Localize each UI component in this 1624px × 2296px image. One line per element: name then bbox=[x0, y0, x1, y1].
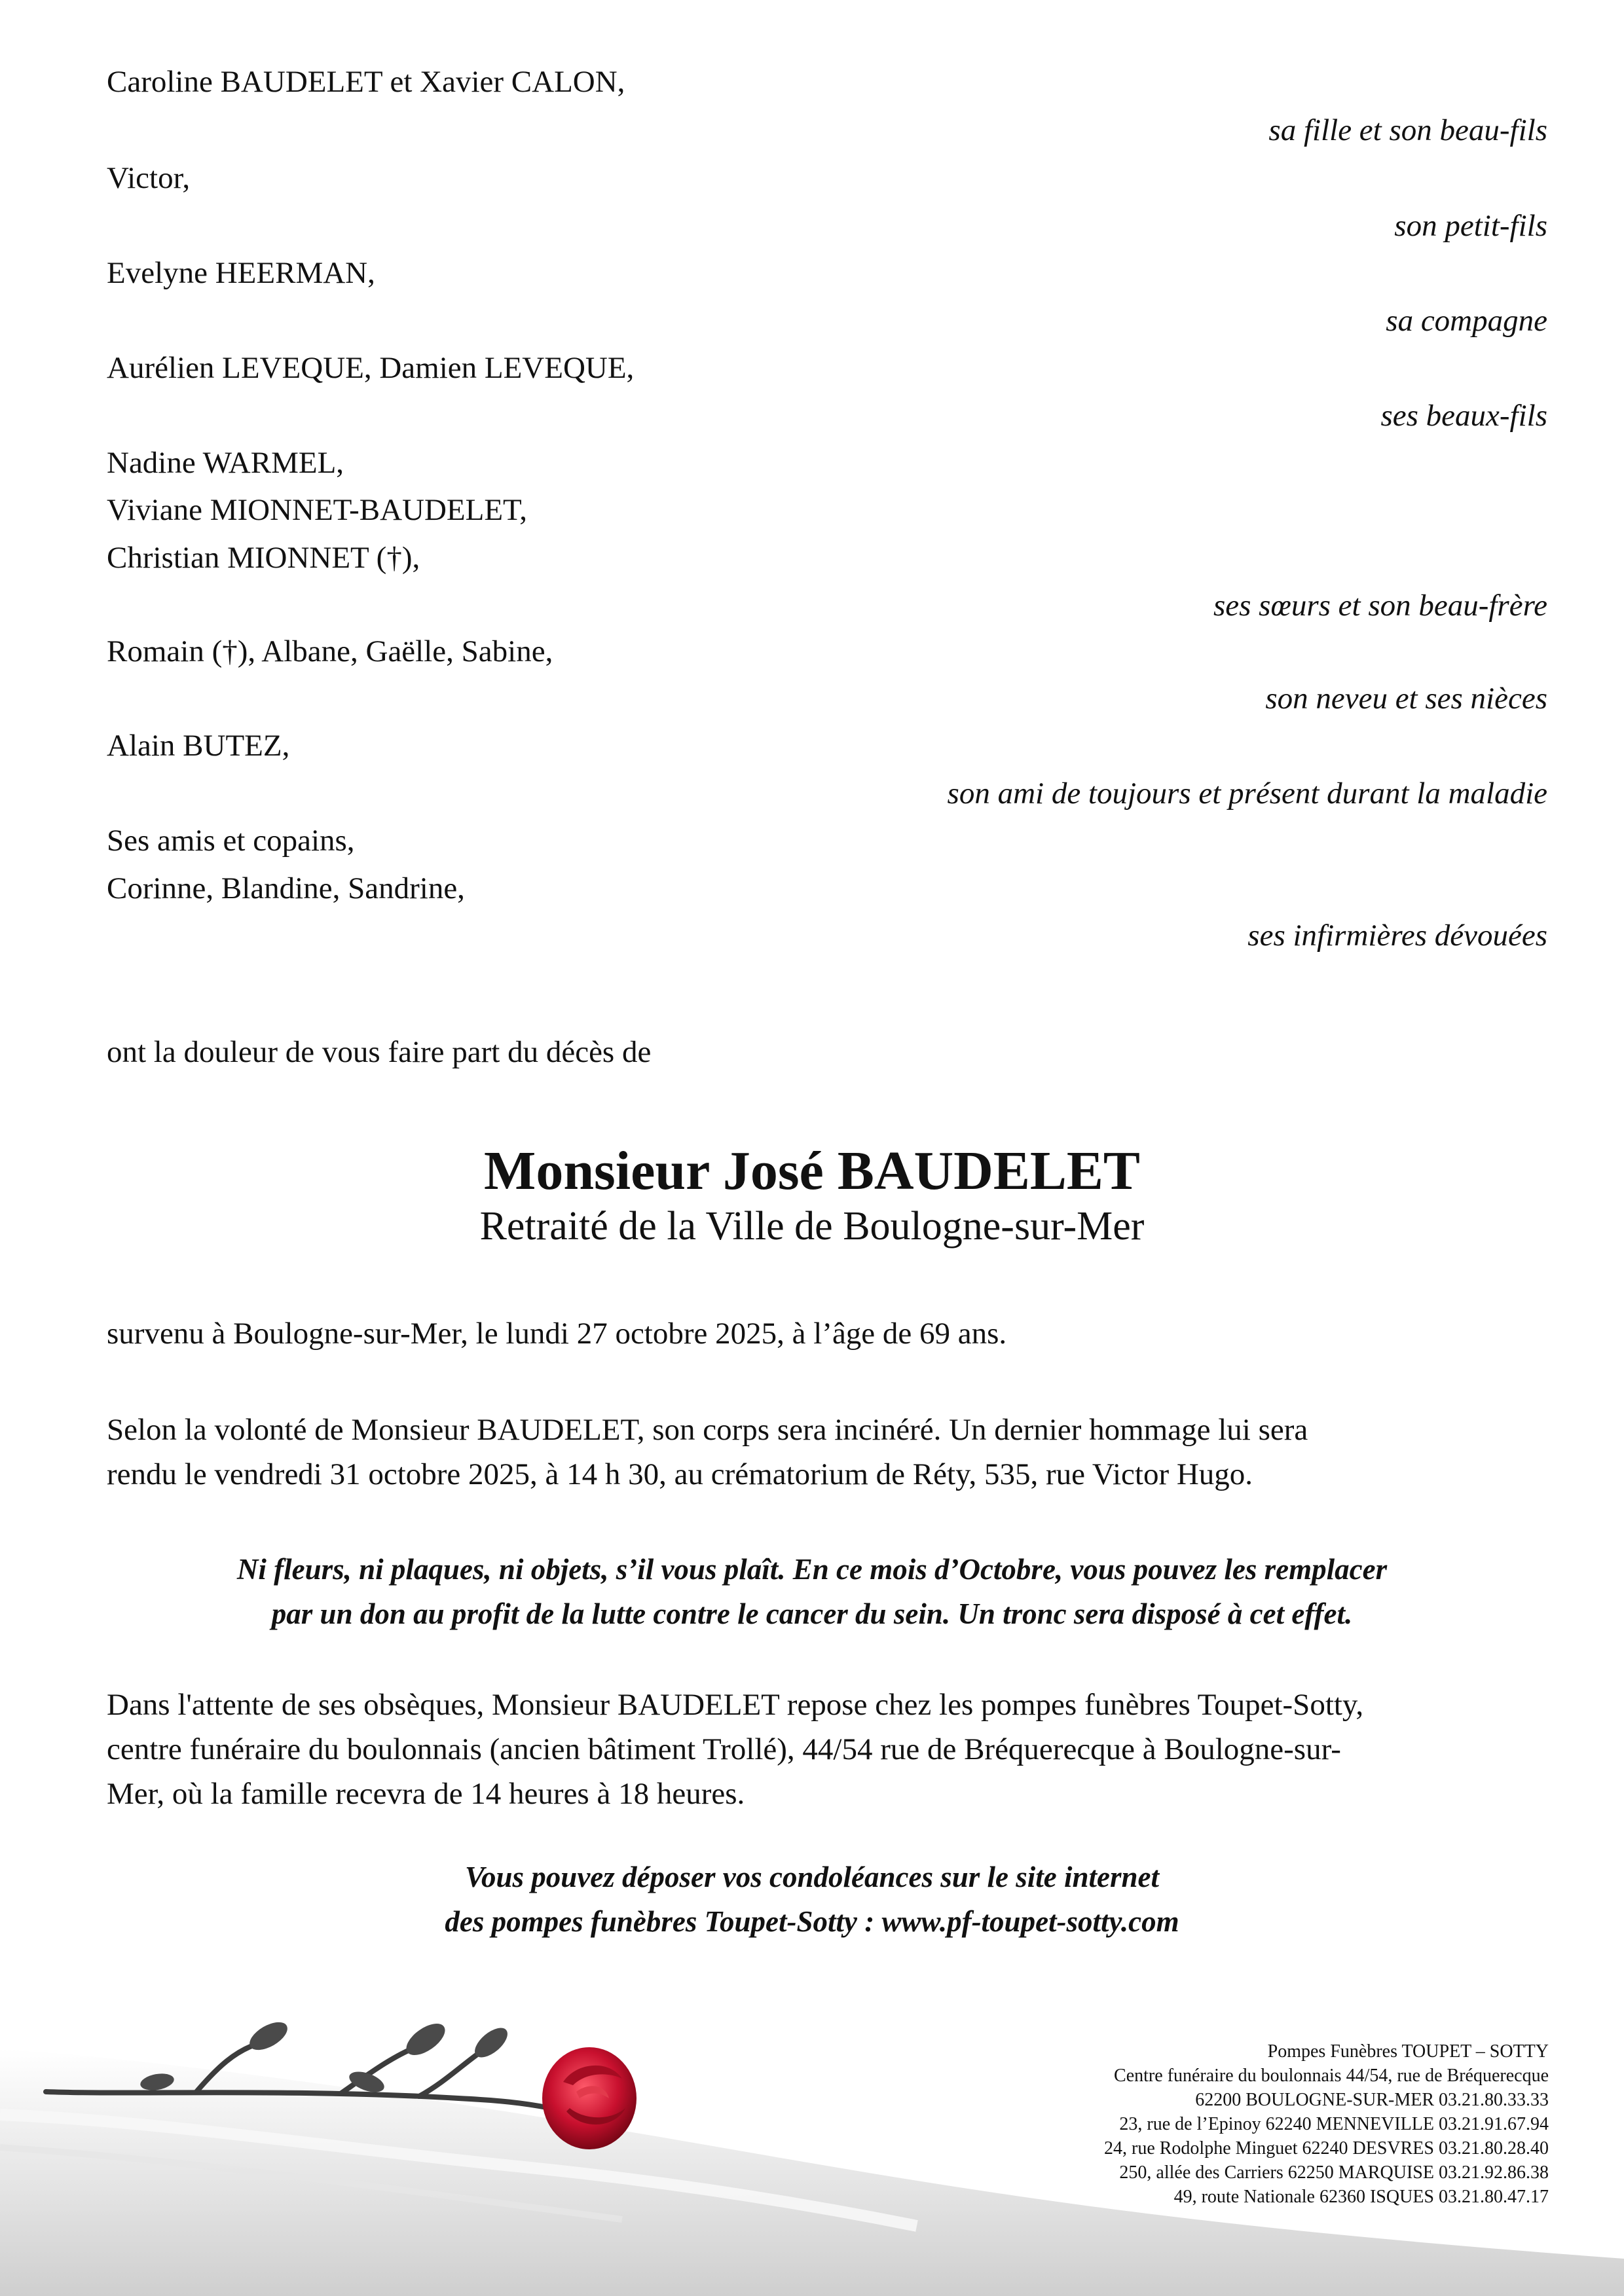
family-relation: ses infirmières dévouées bbox=[1247, 919, 1547, 953]
footer-line: Pompes Funèbres TOUPET – SOTTY bbox=[1267, 2041, 1549, 2062]
footer-line: 49, route Nationale 62360 ISQUES 03.21.80.47.17 bbox=[1173, 2187, 1549, 2207]
footer-line: 23, rue de l’Epinoy 62240 MENNEVILLE 03.21.91.67.94 bbox=[1119, 2114, 1549, 2134]
family-name: Nadine WARMEL, bbox=[107, 446, 344, 480]
funeral-home-info bbox=[1104, 2039, 1549, 2209]
leaf bbox=[245, 2016, 291, 2056]
family-name: Viviane MIONNET-BAUDELET, bbox=[107, 493, 528, 527]
paragraph-line: Dans l'attente de ses obsèques, Monsieur BAUDELET repose chez les pompes funèbres Toupet-Sotty, bbox=[107, 1688, 1364, 1722]
ceremony-paragraph bbox=[107, 1408, 1541, 1497]
note-line: Vous pouvez déposer vos condoléances sur le site internet bbox=[464, 1861, 1159, 1893]
family-name: Alain BUTEZ, bbox=[107, 729, 290, 763]
deceased-name: Monsieur José BAUDELET bbox=[484, 1140, 1140, 1201]
family-name: Caroline BAUDELET et Xavier CALON, bbox=[107, 65, 625, 99]
family-relation: sa compagne bbox=[1386, 304, 1547, 338]
family-name: Victor, bbox=[107, 161, 191, 195]
family-name: Aurélien LEVEQUE, Damien LEVEQUE, bbox=[107, 351, 635, 385]
death-info: survenu à Boulogne-sur-Mer, le lundi 27 octobre 2025, à l’âge de 69 ans. bbox=[107, 1317, 1007, 1351]
family-relation: ses beaux-fils bbox=[1380, 399, 1547, 433]
family-name: Corinne, Blandine, Sandrine, bbox=[107, 871, 465, 905]
family-relation: son neveu et ses nièces bbox=[1265, 682, 1547, 716]
note-line: Ni fleurs, ni plaques, ni objets, s’il vous plaît. En ce mois d’Octobre, vous pouvez les remplacer bbox=[236, 1553, 1388, 1586]
note-line: des pompes funèbres Toupet-Sotty : www.pf-toupet-sotty.com bbox=[445, 1905, 1179, 1938]
announcement: ont la douleur de vous faire part du décès de bbox=[107, 1035, 652, 1069]
rose-flower bbox=[542, 2047, 637, 2149]
leaf bbox=[401, 2018, 450, 2062]
family-name: Romain (†), Albane, Gaëlle, Sabine, bbox=[107, 634, 553, 668]
footer-line: 250, allée des Carriers 62250 MARQUISE 03.21.92.86.38 bbox=[1119, 2162, 1549, 2183]
flowers-note bbox=[0, 1547, 1624, 1636]
deceased-subtitle: Retraité de la Ville de Boulogne-sur-Mer bbox=[479, 1204, 1145, 1248]
footer-line: 62200 BOULOGNE-SUR-MER 03.21.80.33.33 bbox=[1195, 2090, 1549, 2110]
family-relation: ses sœurs et son beau-frère bbox=[1213, 589, 1547, 623]
paragraph-line: Mer, où la famille recevra de 14 heures à 18 heures. bbox=[107, 1777, 745, 1811]
paragraph-line: centre funéraire du boulonnais (ancien bâtiment Trollé), 44/54 rue de Bréquerecque à Boulogne-sur- bbox=[107, 1732, 1341, 1766]
family-name: Evelyne HEERMAN, bbox=[107, 256, 375, 290]
family-relation: son ami de toujours et présent durant la maladie bbox=[947, 776, 1547, 811]
paragraph-line: Selon la volonté de Monsieur BAUDELET, son corps sera incinéré. Un dernier hommage lui sera bbox=[107, 1413, 1308, 1447]
footer-line: 24, rue Rodolphe Minguet 62240 DESVRES 03.21.80.28.40 bbox=[1104, 2138, 1549, 2159]
condolences-note bbox=[0, 1855, 1624, 1944]
paragraph-line: rendu le vendredi 31 octobre 2025, à 14 h 30, au crématorium de Réty, 535, rue Victor Hugo. bbox=[107, 1457, 1253, 1491]
footer-line: Centre funéraire du boulonnais 44/54, rue de Bréquerecque bbox=[1114, 2066, 1549, 2086]
family-relation: son petit-fils bbox=[1394, 209, 1547, 243]
family-relation: sa fille et son beau-fils bbox=[1268, 113, 1547, 147]
note-line: par un don au profit de la lutte contre le cancer du sein. Un tronc sera disposé à cet effet. bbox=[271, 1597, 1353, 1630]
family-name: Ses amis et copains, bbox=[107, 824, 355, 858]
family-name: Christian MIONNET (†), bbox=[107, 541, 420, 575]
petal bbox=[542, 2047, 637, 2149]
rest-paragraph bbox=[107, 1683, 1541, 1816]
